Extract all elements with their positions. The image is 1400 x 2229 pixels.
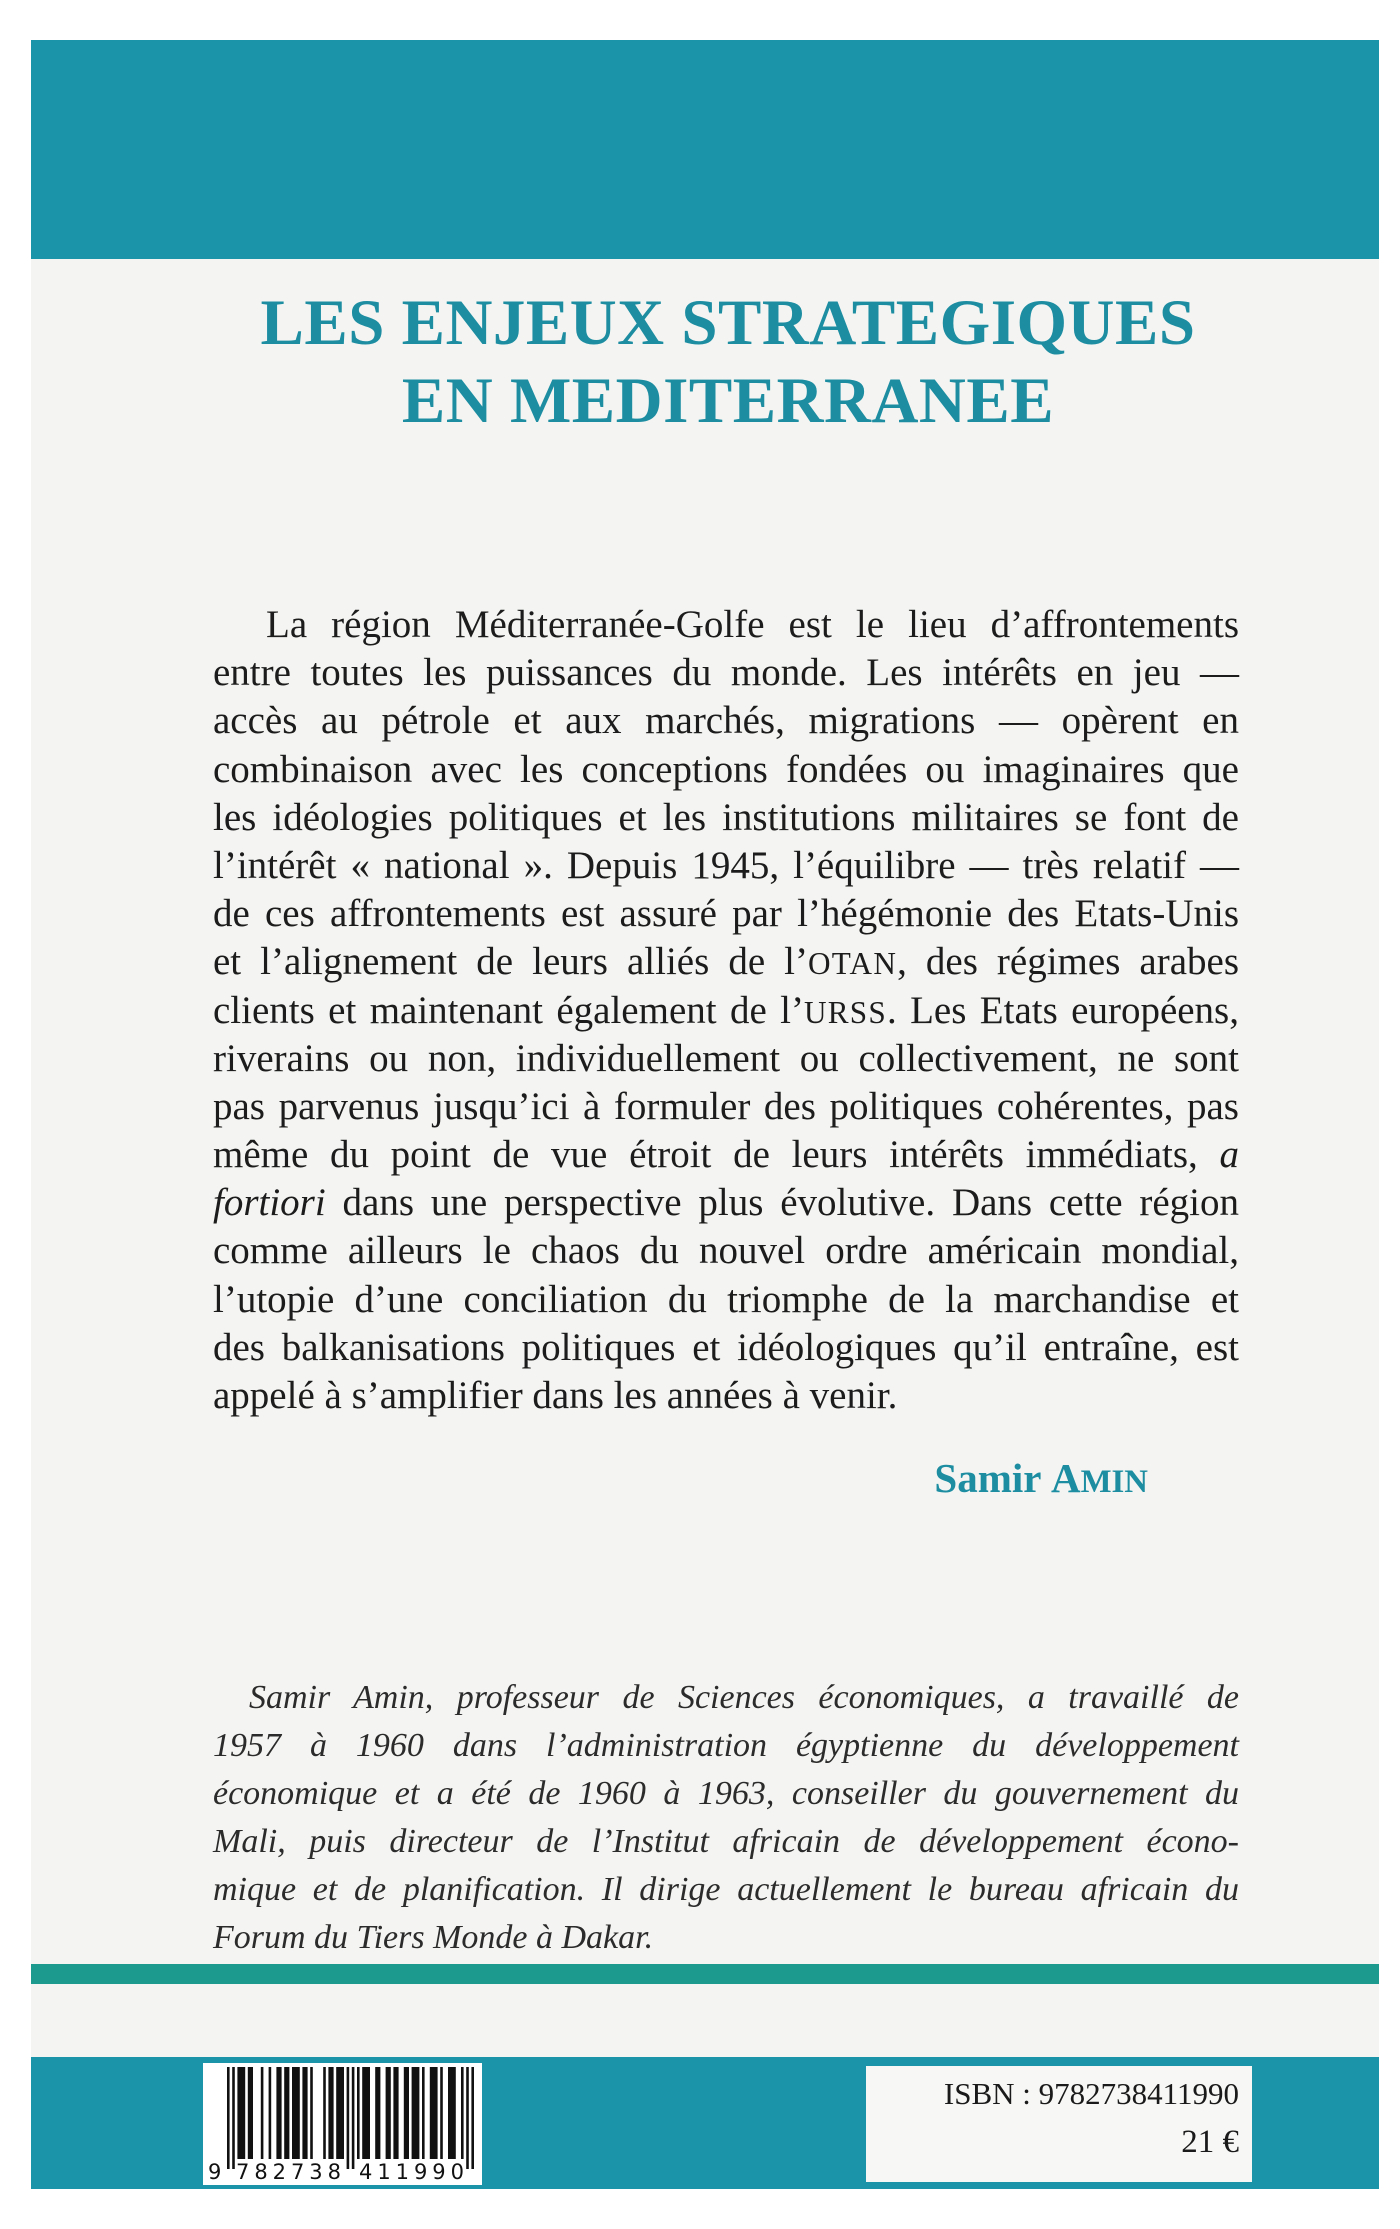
bio-line: 1957 à 1960 dans l’administration égyptienne du développement (213, 1727, 1239, 1764)
barcode-bar (269, 2067, 272, 2159)
barcode-bar (276, 2067, 281, 2159)
barcode-bar (422, 2067, 425, 2159)
blurb-line (213, 938, 1239, 986)
barcode-bar (302, 2067, 307, 2159)
barcode-bar (357, 2067, 360, 2159)
author-bio (213, 1674, 1239, 1962)
author-signature (934, 1454, 1148, 1506)
barcode-bar (404, 2067, 409, 2159)
blurb-text: l’utopie d’une conciliation du triomphe de la marchandise et (213, 1277, 1239, 1321)
barcode-bar (386, 2067, 391, 2159)
barcode-bar (461, 2067, 464, 2159)
price: 21 € (1181, 2124, 1239, 2160)
barcode-right-digits: 411990 (359, 2160, 464, 2184)
blurb-line (213, 842, 1239, 890)
blurb-line (213, 1179, 1239, 1227)
barcode-bars (227, 2067, 474, 2169)
barcode-bar (284, 2067, 289, 2159)
barcode-bar (430, 2067, 438, 2159)
barcode-bar (471, 2067, 474, 2169)
italic-phrase: a (1219, 1133, 1239, 1177)
blurb-line (213, 746, 1239, 794)
title-line-2: EN MEDITERRANEE (401, 365, 1055, 437)
bio-line: Forum du Tiers Monde à Dakar. (213, 1919, 654, 1956)
blurb-line (213, 794, 1239, 842)
barcode-bar (375, 2067, 380, 2159)
blurb-line (213, 1227, 1239, 1275)
barcode-bar (248, 2067, 253, 2159)
blurb-text: les idéologies politiques et les institutions militaires se font de (213, 795, 1239, 839)
blurb-line (213, 601, 1239, 649)
title-line-1: LES ENJEUX STRATEGIQUES (260, 287, 1196, 359)
barcode (203, 2063, 482, 2185)
italic-phrase: fortiori (213, 1181, 326, 1225)
blurb-line (213, 987, 1239, 1035)
blurb-text: comme ailleurs le chaos du nouvel ordre américain mondial, (213, 1229, 1239, 1273)
bio-line: Samir Amin, professeur de Sciences économiques, a travaillé de (249, 1679, 1239, 1716)
barcode-bar (310, 2067, 313, 2159)
barcode-bar (292, 2067, 300, 2159)
acronym-urss: URSS (803, 994, 887, 1030)
blurb-line (213, 1372, 1239, 1420)
blurb-text: La région Méditerranée-Golfe est le lieu d’affrontements (266, 603, 1239, 646)
barcode-bar (323, 2067, 326, 2159)
blurb-line (213, 1131, 1239, 1179)
blurb-text: clients et maintenant également de l’ (213, 988, 804, 1032)
bio-line: mique et de planification. Il dirige actuellement le bureau africain du (213, 1871, 1239, 1908)
blurb-line (213, 1035, 1239, 1083)
author-first-name: Samir (934, 1455, 1041, 1501)
blurb-text: riverains ou non, individuellement ou collectivement, ne sont (213, 1036, 1239, 1080)
blurb-text: entre toutes les puissances du monde. Les intérêts en jeu — (213, 651, 1239, 695)
blurb-line (213, 1324, 1239, 1372)
blurb-text: appelé à s’amplifier dans les années à venir. (213, 1374, 898, 1417)
blurb-line (213, 890, 1239, 938)
barcode-bar (352, 2067, 355, 2169)
bio-line: économique et a été de 1960 à 1963, conseiller du gouvernement du (213, 1775, 1239, 1812)
book-title (228, 284, 1228, 440)
blurb-line (213, 1083, 1239, 1131)
blurb-text: , des régimes arabes (897, 940, 1239, 984)
top-color-band (31, 40, 1379, 259)
barcode-bar (362, 2067, 370, 2159)
acronym-otan: OTAN (807, 946, 898, 982)
blurb-line (213, 1276, 1239, 1324)
barcode-left-digits: 782738 (236, 2160, 341, 2184)
barcode-bar (237, 2067, 245, 2159)
barcode-bar (412, 2067, 420, 2159)
barcode-bar (232, 2067, 235, 2169)
blurb-text: et l’alignement de leurs alliés de l’ (213, 940, 808, 984)
blurb-paragraph (213, 601, 1239, 1420)
barcode-bar (336, 2067, 344, 2159)
barcode-bar (261, 2067, 264, 2159)
blurb-line (213, 697, 1239, 745)
barcode-bar (347, 2067, 350, 2169)
barcode-bar (393, 2067, 398, 2159)
isbn-number: ISBN : 9782738411990 (943, 2076, 1239, 2111)
blurb-text: même du point de vue étroit de leurs intérêts immédiats, (213, 1133, 1220, 1177)
barcode-bar (448, 2067, 456, 2159)
barcode-bar (440, 2067, 443, 2159)
blurb-text: pas parvenus jusqu’ici à formuler des politiques cohérentes, pas (213, 1084, 1239, 1128)
blurb-text: l’intérêt « national ». Depuis 1945, l’équilibre — très relatif — (213, 843, 1239, 887)
divider-stripe (31, 1964, 1379, 1984)
barcode-bar (328, 2067, 333, 2159)
blurb-text: dans une perspective plus évolutive. Dans cette région (325, 1181, 1239, 1225)
barcode-bar (466, 2067, 469, 2169)
blurb-text: combinaison avec les conceptions fondées ou imaginaires que (213, 747, 1239, 791)
blurb-line (213, 649, 1239, 697)
barcode-graphic (203, 2063, 482, 2185)
blurb-text: . Les Etats européens, (886, 988, 1239, 1032)
blurb-text: de ces affrontements est assuré par l’hégémonie des Etats-Unis (213, 892, 1239, 936)
blurb-text: accès au pétrole et aux marchés, migrations — opèrent en (213, 699, 1239, 743)
barcode-lead-digit: 9 (208, 2160, 222, 2184)
blurb-text: des balkanisations politiques et idéologiques qu’il entraîne, est (213, 1325, 1239, 1369)
bio-line: Mali, puis directeur de l’Institut africain de développement écono- (213, 1823, 1239, 1860)
barcode-bar (227, 2067, 230, 2169)
author-last-name: AMIN (1050, 1455, 1148, 1501)
